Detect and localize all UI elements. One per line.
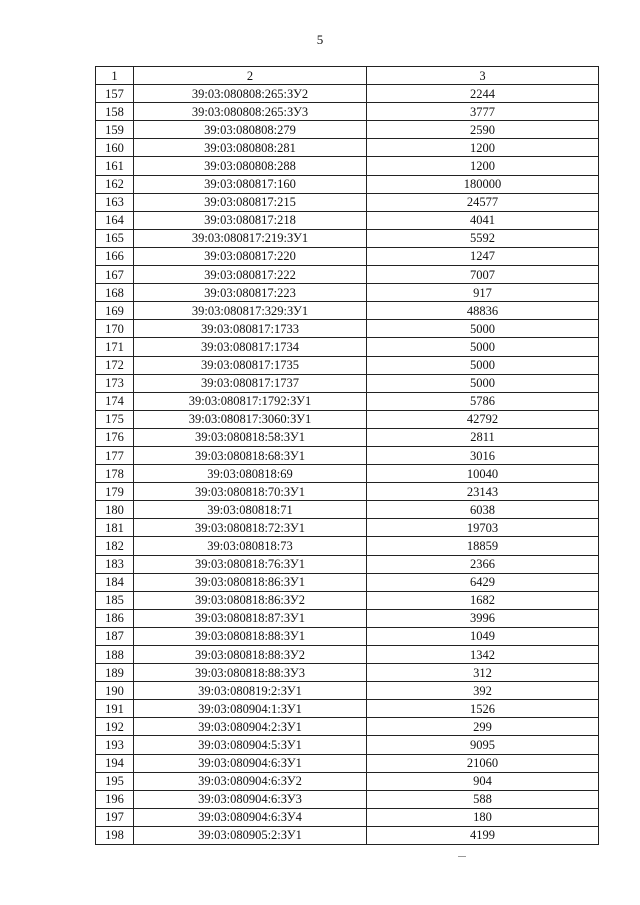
table-row [96,609,599,627]
area-cell: 5000 [367,356,599,374]
cadastral-number-cell: 39:03:080904:2:ЗУ1 [134,718,367,736]
cadastral-number-cell: 39:03:080818:68:ЗУ1 [134,446,367,464]
table-row [96,356,599,374]
row-number-cell: 176 [96,428,134,446]
area-cell: 5592 [367,229,599,247]
table-row [96,302,599,320]
cadastral-number-cell: 39:03:080817:223 [134,284,367,302]
cadastral-number-cell: 39:03:080904:6:ЗУ4 [134,808,367,826]
area-cell: 312 [367,664,599,682]
row-number-cell: 178 [96,465,134,483]
row-number-cell: 158 [96,103,134,121]
column-header-2: 2 [134,67,367,85]
cadastral-number-cell: 39:03:080817:3060:ЗУ1 [134,410,367,428]
table-row [96,465,599,483]
cadastral-number-cell: 39:03:080817:1733 [134,320,367,338]
area-cell: 2811 [367,428,599,446]
cadastral-number-cell: 39:03:080904:6:ЗУ2 [134,772,367,790]
column-header-3: 3 [367,67,599,85]
area-cell: 2590 [367,121,599,139]
table-row [96,664,599,682]
cadastral-number-cell: 39:03:080817:1734 [134,338,367,356]
cadastral-number-cell: 39:03:080904:5:ЗУ1 [134,736,367,754]
table-row [96,392,599,410]
row-number-cell: 185 [96,591,134,609]
table-row [96,826,599,844]
table-row [96,736,599,754]
table-row [96,573,599,591]
row-number-cell: 191 [96,700,134,718]
table-row [96,211,599,229]
area-cell: 299 [367,718,599,736]
table-body [96,67,599,845]
cadastral-number-cell: 39:03:080818:87:ЗУ1 [134,609,367,627]
table-row [96,121,599,139]
area-cell: 1049 [367,627,599,645]
table-row [96,320,599,338]
cadastral-number-cell: 39:03:080818:58:ЗУ1 [134,428,367,446]
area-cell: 18859 [367,537,599,555]
row-number-cell: 172 [96,356,134,374]
table-row [96,483,599,501]
table-row [96,284,599,302]
cadastral-number-cell: 39:03:080817:215 [134,193,367,211]
row-number-cell: 169 [96,302,134,320]
table-row [96,103,599,121]
table-row [96,519,599,537]
area-cell: 6038 [367,501,599,519]
area-cell: 9095 [367,736,599,754]
table-row [96,501,599,519]
scan-mark [458,856,466,857]
row-number-cell: 196 [96,790,134,808]
cadastral-number-cell: 39:03:080817:329:ЗУ1 [134,302,367,320]
area-cell: 588 [367,790,599,808]
cadastral-number-cell: 39:03:080818:76:ЗУ1 [134,555,367,573]
row-number-cell: 180 [96,501,134,519]
row-number-cell: 167 [96,266,134,284]
cadastral-number-cell: 39:03:080818:88:ЗУ2 [134,646,367,664]
table-row [96,537,599,555]
area-cell: 917 [367,284,599,302]
area-cell: 1526 [367,700,599,718]
area-cell: 2244 [367,85,599,103]
cadastral-number-cell: 39:03:080808:279 [134,121,367,139]
cadastral-number-cell: 39:03:080817:1792:ЗУ1 [134,392,367,410]
cadastral-number-cell: 39:03:080818:72:ЗУ1 [134,519,367,537]
table-header-row [96,67,599,85]
cadastral-number-cell: 39:03:080808:265:ЗУ3 [134,103,367,121]
table-row [96,338,599,356]
table-row [96,85,599,103]
cadastral-number-cell: 39:03:080808:281 [134,139,367,157]
table-row [96,175,599,193]
cadastral-number-cell: 39:03:080818:71 [134,501,367,519]
area-cell: 1682 [367,591,599,609]
area-cell: 5000 [367,374,599,392]
row-number-cell: 171 [96,338,134,356]
cadastral-number-cell: 39:03:080818:69 [134,465,367,483]
row-number-cell: 161 [96,157,134,175]
cadastral-number-cell: 39:03:080818:73 [134,537,367,555]
table-row [96,627,599,645]
table-row [96,682,599,700]
cadastral-number-cell: 39:03:080904:6:ЗУ1 [134,754,367,772]
row-number-cell: 194 [96,754,134,772]
row-number-cell: 160 [96,139,134,157]
table-row [96,428,599,446]
area-cell: 19703 [367,519,599,537]
area-cell: 5000 [367,338,599,356]
area-cell: 1247 [367,247,599,265]
table-row [96,374,599,392]
area-cell: 7007 [367,266,599,284]
area-cell: 21060 [367,754,599,772]
area-cell: 904 [367,772,599,790]
cadastral-number-cell: 39:03:080818:70:ЗУ1 [134,483,367,501]
row-number-cell: 170 [96,320,134,338]
land-plot-table [95,66,599,845]
row-number-cell: 183 [96,555,134,573]
row-number-cell: 197 [96,808,134,826]
table-row [96,266,599,284]
area-cell: 4199 [367,826,599,844]
cadastral-number-cell: 39:03:080817:222 [134,266,367,284]
area-cell: 3016 [367,446,599,464]
cadastral-number-cell: 39:03:080904:6:ЗУ3 [134,790,367,808]
row-number-cell: 177 [96,446,134,464]
area-cell: 180 [367,808,599,826]
cadastral-number-cell: 39:03:080818:86:ЗУ1 [134,573,367,591]
row-number-cell: 182 [96,537,134,555]
row-number-cell: 184 [96,573,134,591]
cadastral-number-cell: 39:03:080818:88:ЗУ1 [134,627,367,645]
cadastral-number-cell: 39:03:080904:1:ЗУ1 [134,700,367,718]
table-row [96,157,599,175]
row-number-cell: 193 [96,736,134,754]
row-number-cell: 162 [96,175,134,193]
table-row [96,446,599,464]
row-number-cell: 175 [96,410,134,428]
cadastral-number-cell: 39:03:080817:219:ЗУ1 [134,229,367,247]
cadastral-number-cell: 39:03:080818:86:ЗУ2 [134,591,367,609]
column-header-1: 1 [96,67,134,85]
row-number-cell: 164 [96,211,134,229]
area-cell: 48836 [367,302,599,320]
row-number-cell: 174 [96,392,134,410]
row-number-cell: 189 [96,664,134,682]
row-number-cell: 187 [96,627,134,645]
table-row [96,410,599,428]
cadastral-number-cell: 39:03:080819:2:ЗУ1 [134,682,367,700]
area-cell: 24577 [367,193,599,211]
area-cell: 1200 [367,157,599,175]
row-number-cell: 163 [96,193,134,211]
cadastral-number-cell: 39:03:080818:88:ЗУ3 [134,664,367,682]
row-number-cell: 165 [96,229,134,247]
row-number-cell: 173 [96,374,134,392]
cadastral-number-cell: 39:03:080817:220 [134,247,367,265]
table-row [96,646,599,664]
table-row [96,193,599,211]
table-row [96,247,599,265]
area-cell: 10040 [367,465,599,483]
row-number-cell: 195 [96,772,134,790]
table-row [96,790,599,808]
area-cell: 5786 [367,392,599,410]
cadastral-number-cell: 39:03:080817:160 [134,175,367,193]
area-cell: 6429 [367,573,599,591]
row-number-cell: 159 [96,121,134,139]
table-row [96,808,599,826]
cadastral-number-cell: 39:03:080808:265:ЗУ2 [134,85,367,103]
row-number-cell: 192 [96,718,134,736]
row-number-cell: 168 [96,284,134,302]
row-number-cell: 190 [96,682,134,700]
table-row [96,555,599,573]
area-cell: 1342 [367,646,599,664]
area-cell: 392 [367,682,599,700]
row-number-cell: 198 [96,826,134,844]
row-number-cell: 186 [96,609,134,627]
row-number-cell: 179 [96,483,134,501]
area-cell: 3777 [367,103,599,121]
cadastral-number-cell: 39:03:080817:1737 [134,374,367,392]
cadastral-number-cell: 39:03:080808:288 [134,157,367,175]
cadastral-number-cell: 39:03:080817:218 [134,211,367,229]
cadastral-number-cell: 39:03:080905:2:ЗУ1 [134,826,367,844]
table-row [96,700,599,718]
table-row [96,591,599,609]
row-number-cell: 181 [96,519,134,537]
page-number: 5 [316,32,324,47]
row-number-cell: 166 [96,247,134,265]
table-row [96,139,599,157]
area-cell: 2366 [367,555,599,573]
table-row [96,754,599,772]
area-cell: 42792 [367,410,599,428]
area-cell: 3996 [367,609,599,627]
row-number-cell: 157 [96,85,134,103]
area-cell: 180000 [367,175,599,193]
cadastral-number-cell: 39:03:080817:1735 [134,356,367,374]
table-row [96,772,599,790]
table-row [96,229,599,247]
area-cell: 5000 [367,320,599,338]
row-number-cell: 188 [96,646,134,664]
area-cell: 1200 [367,139,599,157]
table-row [96,718,599,736]
area-cell: 23143 [367,483,599,501]
area-cell: 4041 [367,211,599,229]
